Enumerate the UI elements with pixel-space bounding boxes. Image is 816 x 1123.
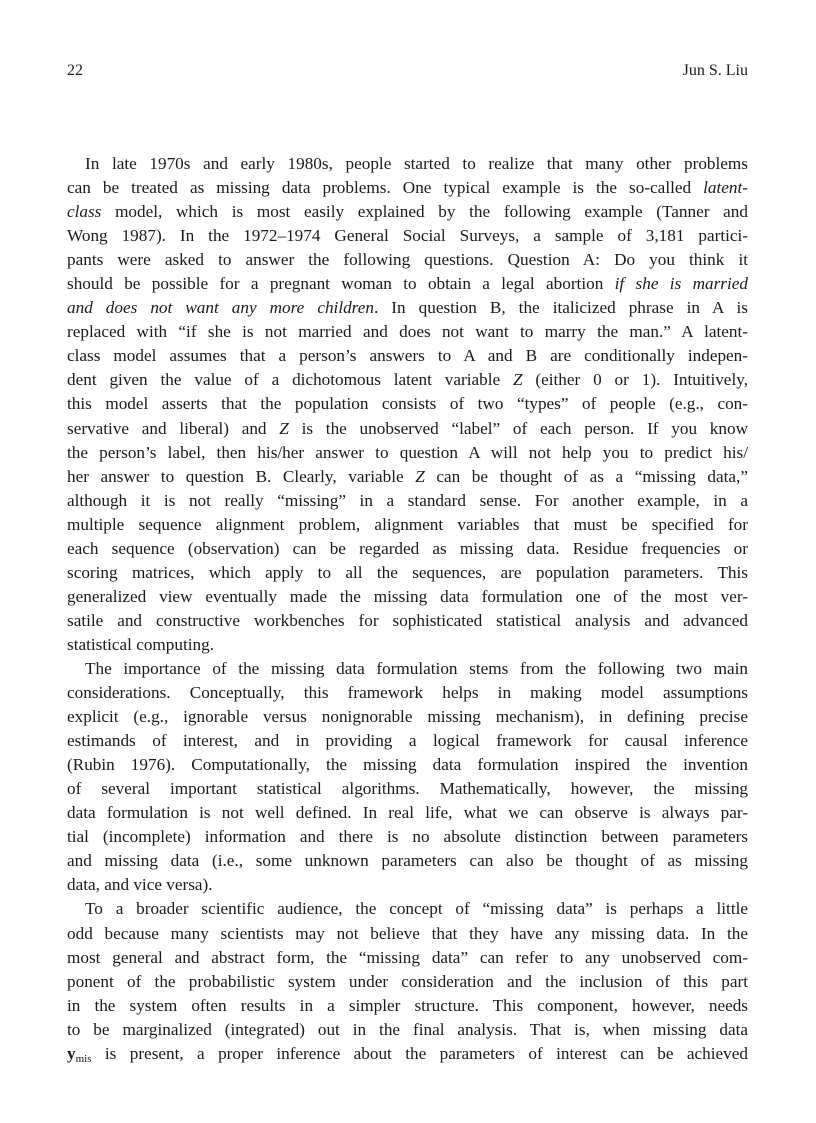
- text-line: [67, 392, 748, 416]
- italic-text: class: [67, 202, 102, 222]
- text-segment: The importance of the missing data formulation stems from the following two main: [85, 658, 748, 678]
- text-line: [67, 681, 748, 705]
- text-line: [67, 537, 748, 561]
- text-line: [67, 248, 748, 272]
- text-line: [67, 1042, 748, 1066]
- text-segment: to be marginalized (integrated) out in the final analysis. That is, when missing data: [67, 1019, 748, 1039]
- text-line: [67, 344, 748, 368]
- text-segment: in the system often results in a simpler structure. This component, however, needs: [67, 995, 748, 1015]
- text-line: [67, 922, 748, 946]
- text-segment: tial (incomplete) information and there is no absolute distinction between parameters: [67, 827, 748, 847]
- text-segment: In late 1970s and early 1980s, people started to realize that many other problems: [85, 154, 748, 173]
- text-line: [67, 465, 748, 489]
- italic-text: Z: [415, 466, 425, 486]
- text-line: [67, 152, 748, 176]
- italic-text: Z: [512, 370, 523, 390]
- text-line: [67, 633, 748, 657]
- text-line: [67, 320, 748, 344]
- text-segment: data, and vice versa).: [67, 875, 213, 895]
- text-line: [67, 296, 748, 320]
- text-segment: each sequence (observation) can be regarded as missing data. Residue frequencies or: [67, 538, 748, 558]
- text-segment: estimands of interest, and in providing a logical framework for causal inference: [67, 731, 748, 751]
- italic-text: latent-: [703, 178, 748, 198]
- text-line: [67, 825, 748, 849]
- text-line: [67, 705, 748, 729]
- text-segment: this model asserts that the population consists of two “types” of people (e.g., con-: [67, 394, 748, 414]
- text-line: [67, 585, 748, 609]
- text-line: [67, 970, 748, 994]
- page-number: 22: [67, 62, 83, 79]
- text-line: [67, 849, 748, 873]
- text-segment: her answer to question B. Clearly, variable: [67, 466, 416, 486]
- text-line: [67, 441, 748, 465]
- text-segment: class model assumes that a person’s answers to A and B are conditionally indepen-: [67, 346, 748, 366]
- text-line: [67, 777, 748, 801]
- text-line: [67, 729, 748, 753]
- text-line: [67, 1018, 748, 1042]
- text-line: [67, 272, 748, 296]
- text-segment: and missing data (i.e., some unknown parameters can also be thought of as missing: [67, 851, 748, 871]
- text-line: [67, 176, 748, 200]
- text-segment: considerations. Conceptually, this framework helps in making model assumptions: [67, 683, 748, 703]
- text-line: [67, 561, 748, 585]
- italic-text: and does not want any more children: [67, 298, 374, 318]
- text-segment: generalized view eventually made the missing data formulation one of the most ver-: [67, 586, 748, 606]
- text-line: [67, 873, 748, 897]
- text-segment: multiple sequence alignment problem, alignment variables that must be specified for: [67, 514, 748, 534]
- text-segment: satile and constructive workbenches for sophisticated statistical analysis and advanced: [67, 610, 748, 630]
- text-line: [67, 657, 748, 681]
- bold-symbol: y: [67, 1043, 76, 1063]
- text-segment: To a broader scientific audience, the concept of “missing data” is perhaps a little: [85, 899, 748, 919]
- text-segment: should be possible for a pregnant woman to obtain a legal abortion: [67, 274, 615, 294]
- text-segment: . In question B, the italicized phrase in A is: [373, 298, 748, 318]
- body-text: [67, 152, 748, 1066]
- text-line: [67, 946, 748, 970]
- text-line: [67, 753, 748, 777]
- italic-text: Z: [279, 418, 289, 438]
- text-segment: can be treated as missing data problems. One typical example is the so-called: [67, 178, 704, 198]
- text-segment: most general and abstract form, the “missing data” can refer to any unobserved com-: [67, 947, 748, 967]
- text-segment: pants were asked to answer the following questions. Question A: Do you think it: [67, 250, 748, 270]
- text-line: [67, 513, 748, 537]
- text-segment: although it is not really “missing” in a standard sense. For another example, in a: [67, 490, 748, 510]
- text-line: [67, 489, 748, 513]
- text-segment: replaced with “if she is not married and does not want to marry the man.” A latent-: [67, 322, 748, 342]
- text-line: [67, 417, 748, 441]
- text-line: [67, 368, 748, 392]
- text-segment: (Rubin 1976). Computationally, the missing data formulation inspired the invention: [67, 755, 748, 775]
- text-segment: can be thought of as a “missing data,”: [424, 466, 748, 486]
- text-segment: model, which is most easily explained by the following example (Tanner and: [101, 202, 748, 222]
- running-header-author: Jun S. Liu: [682, 62, 748, 79]
- text-segment: odd because many scientists may not believe that they have any missing data. In the: [67, 923, 748, 943]
- text-segment: is the unobserved “label” of each person. If you know: [288, 418, 748, 438]
- text-line: [67, 224, 748, 248]
- text-segment: explicit (e.g., ignorable versus nonignorable missing mechanism), in defining precise: [67, 707, 748, 727]
- text-segment: servative and liberal) and: [67, 418, 280, 438]
- text-segment: statistical computing.: [67, 634, 215, 654]
- text-segment: data formulation is not well defined. In real life, what we can observe is always par-: [67, 803, 748, 823]
- text-line: [67, 897, 748, 921]
- text-segment: Wong 1987). In the 1972–1974 General Social Surveys, a sample of 3,181 partici-: [67, 226, 748, 246]
- text-segment: ponent of the probabilistic system under consideration and the inclusion of this part: [67, 971, 748, 991]
- text-segment: the person’s label, then his/her answer to question A will not help you to predict his/: [67, 442, 748, 462]
- text-line: [67, 200, 748, 224]
- text-line: [67, 801, 748, 825]
- text-line: [67, 994, 748, 1018]
- text-segment: dent given the value of a dichotomous latent variable: [67, 370, 513, 390]
- text-line: [67, 609, 748, 633]
- text-segment: (either 0 or 1). Intuitively,: [522, 370, 748, 390]
- text-segment: scoring matrices, which apply to all the sequences, are population parameters. This: [67, 562, 748, 582]
- text-segment: is present, a proper inference about the parameters of interest can be achieved: [91, 1043, 748, 1063]
- text-segment: of several important statistical algorithms. Mathematically, however, the missing: [67, 779, 748, 799]
- subscript: mis: [75, 1052, 92, 1065]
- italic-text: if she is married: [614, 274, 748, 294]
